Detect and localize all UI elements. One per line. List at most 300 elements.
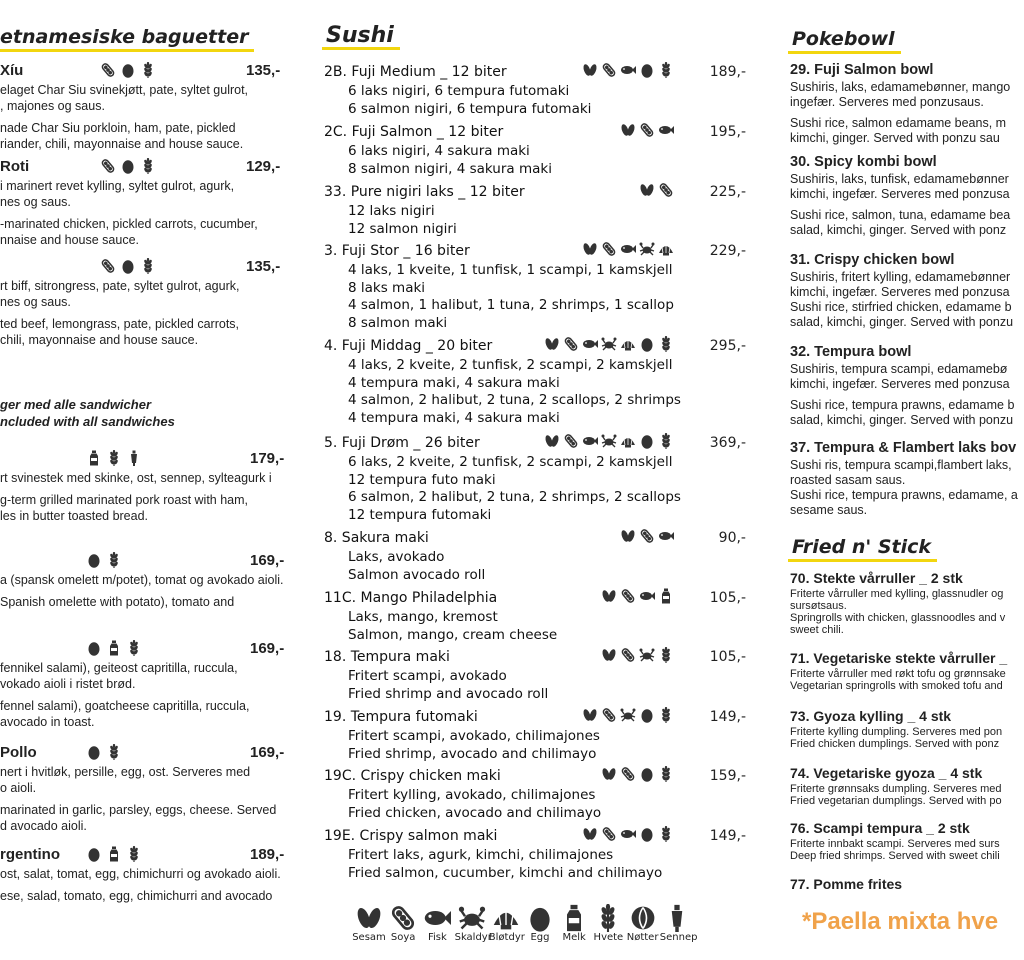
hvete-icon bbox=[106, 552, 122, 568]
allergen-icons bbox=[582, 241, 674, 257]
sushi-item bbox=[324, 649, 758, 703]
sushi-item bbox=[324, 124, 758, 178]
sesam-icon bbox=[582, 62, 598, 78]
soya-icon bbox=[601, 707, 617, 723]
item-name: 77. Pomme frites bbox=[790, 876, 903, 892]
item-description: Springrolls with chicken, glassnoodles and v bbox=[790, 612, 1006, 624]
allergen-icons bbox=[620, 122, 674, 138]
item-description: Sushi rice, tempura prawns, edamame, a bbox=[790, 488, 1018, 502]
item-price: 225,- bbox=[709, 184, 746, 200]
item-description: Sushi rice, stirfried chicken, edamame b bbox=[790, 300, 1012, 314]
item-price: 159,- bbox=[709, 768, 746, 784]
item-name: 30. Spicy kombi bowl bbox=[790, 154, 937, 170]
sesam-icon bbox=[620, 122, 636, 138]
item-description: kimchi, ingefær. Serveres med ponzusa bbox=[790, 285, 1010, 299]
item-name: 19. Tempura futomaki bbox=[324, 709, 478, 725]
skaldyr-icon bbox=[620, 707, 636, 723]
egg-icon bbox=[639, 62, 655, 78]
item-description: riander, chili, mayonnaise and house sauce. bbox=[0, 137, 244, 151]
item-description: chili, mayonnaise and house sauce. bbox=[0, 333, 199, 347]
skaldyr-icon bbox=[639, 241, 655, 257]
hvete-icon bbox=[658, 647, 674, 663]
item-price: 169,- bbox=[250, 744, 285, 761]
allergen-icons bbox=[601, 647, 674, 663]
item-name: 70. Stekte vårruller _ 2 stk bbox=[790, 570, 963, 586]
legend-item bbox=[557, 904, 591, 943]
fisk-icon bbox=[582, 433, 598, 449]
egg-icon bbox=[639, 336, 655, 352]
item-name: 31. Crispy chicken bowl bbox=[790, 252, 955, 268]
item-description: nert i hvitløk, persille, egg, ost. Serveres med bbox=[0, 765, 251, 779]
item-description: 6 laks nigiri, 4 sakura maki bbox=[348, 143, 530, 159]
item-name: 4. Fuji Middag _ 20 biter bbox=[324, 338, 493, 354]
item-name: 76. Scampi tempura _ 2 stk bbox=[790, 820, 970, 836]
fisk-icon bbox=[620, 241, 636, 257]
item-name: Xíu bbox=[0, 62, 24, 79]
melk-icon bbox=[86, 450, 102, 466]
item-price: 90,- bbox=[718, 530, 746, 546]
item-price: 135,- bbox=[246, 62, 281, 79]
item-name: 8. Sakura maki bbox=[324, 530, 429, 546]
item-description: Spanish omelette with potato), tomato and bbox=[0, 595, 235, 609]
sesam-icon bbox=[544, 433, 560, 449]
item-description: salad, kimchi, ginger. Served with ponzu bbox=[790, 413, 1014, 427]
allergen-icons bbox=[601, 588, 674, 604]
item-description: Laks, avokado bbox=[348, 549, 445, 565]
item-description: ted beef, lemongrass, pate, pickled carrots, bbox=[0, 317, 240, 331]
item-description: kimchi, ingefær. Serveres med ponzusa bbox=[790, 377, 1010, 391]
item-description: 8 salmon maki bbox=[348, 314, 448, 331]
fried-item bbox=[790, 650, 1024, 692]
item-price: 105,- bbox=[709, 649, 746, 665]
item-description: Salmon, mango, cream cheese bbox=[348, 626, 558, 643]
soya-icon bbox=[620, 588, 636, 604]
item-description: Sushiris, laks, edamamebønner, mango bbox=[790, 80, 1011, 94]
item-description: 4 tempura maki, 4 sakura maki bbox=[348, 409, 560, 426]
legend-label: Bløtdyr bbox=[488, 932, 525, 943]
item-name: 37. Tempura & Flambert laks bov bbox=[790, 440, 1017, 456]
item-name: 2C. Fuji Salmon _ 12 biter bbox=[324, 124, 504, 140]
item-description: ost, salat, tomat, egg, chimichurri og avokado aioli. bbox=[0, 867, 281, 881]
item-description: roasted sasam saus. bbox=[790, 473, 906, 487]
legend-item bbox=[420, 904, 454, 943]
pokebowl-item bbox=[790, 62, 1024, 146]
item-name: 18. Tempura maki bbox=[324, 649, 450, 665]
item-price: 169,- bbox=[250, 552, 285, 569]
soya-icon bbox=[100, 258, 116, 274]
item-name: 3. Fuji Stor _ 16 biter bbox=[324, 243, 470, 259]
item-description: kimchi, ingefær. Serveres med ponzusa bbox=[790, 187, 1010, 201]
sushi-item bbox=[324, 709, 758, 763]
item-description: 8 laks maki bbox=[348, 279, 426, 296]
skaldyr-icon bbox=[458, 904, 486, 932]
skaldyr-icon bbox=[601, 433, 617, 449]
item-name: Roti bbox=[0, 158, 30, 175]
item-description: Sushiris, fritert kylling, edamamebønner bbox=[790, 270, 1011, 284]
sesam-icon bbox=[582, 241, 598, 257]
fisk-icon bbox=[658, 528, 674, 544]
melk-icon bbox=[106, 846, 122, 862]
item-description: Fritert kylling, avokado, chilimajones bbox=[348, 787, 596, 803]
sesam-icon bbox=[639, 182, 655, 198]
hvete-icon bbox=[106, 744, 122, 760]
hvete-icon bbox=[126, 640, 142, 656]
item-description: 4 salmon, 2 halibut, 2 tuna, 2 scallops, 2 shrimps bbox=[348, 392, 681, 408]
allergen-icons bbox=[86, 846, 142, 862]
sesam-icon bbox=[582, 707, 598, 723]
item-price: 129,- bbox=[246, 158, 281, 175]
bloetdyr-icon bbox=[658, 241, 674, 257]
item-description: d avocado aioli. bbox=[0, 819, 87, 833]
legend-item bbox=[489, 904, 523, 943]
item-price: 135,- bbox=[246, 258, 281, 275]
sushi-item bbox=[324, 828, 758, 882]
note-line: ger med alle sandwicher bbox=[0, 397, 152, 412]
item-price: 105,- bbox=[709, 590, 746, 606]
menu-item bbox=[0, 640, 300, 730]
allergen-icons bbox=[100, 258, 156, 274]
item-description: Sushiris, laks, tunfisk, edamamebønner bbox=[790, 172, 1009, 186]
item-name: rgentino bbox=[0, 846, 60, 863]
item-description: Fritert scampi, avokado, chilimajones bbox=[348, 728, 600, 744]
menu-item bbox=[0, 62, 300, 152]
egg-icon bbox=[120, 158, 136, 174]
soya-icon bbox=[601, 241, 617, 257]
item-description: Sushiris, tempura scampi, edamamebø bbox=[790, 362, 1008, 376]
item-description: nes og saus. bbox=[0, 295, 71, 309]
legend-label: Skaldyr bbox=[454, 932, 492, 943]
item-description: 4 laks, 2 kveite, 2 tunfisk, 2 scampi, 2 kamskjell bbox=[348, 357, 673, 373]
sennep-icon bbox=[126, 450, 142, 466]
item-description: 6 laks, 2 kveite, 2 tunfisk, 2 scampi, 2 kamskjell bbox=[348, 454, 673, 470]
item-name: 32. Tempura bowl bbox=[790, 344, 912, 360]
item-description: Friterte grønnsaks dumpling. Serveres med bbox=[790, 783, 1002, 795]
sennep-icon bbox=[663, 904, 691, 932]
noetter-icon bbox=[629, 904, 657, 932]
legend-item bbox=[659, 904, 698, 943]
sushi-column bbox=[318, 0, 758, 960]
item-price: 149,- bbox=[709, 828, 746, 844]
item-description: rt svinestek med skinke, ost, sennep, sylteagurk i bbox=[0, 471, 272, 485]
menu-item bbox=[0, 258, 300, 348]
item-name: 19E. Crispy salmon maki bbox=[324, 828, 498, 844]
bloetdyr-icon bbox=[620, 336, 636, 352]
allergen-icons bbox=[100, 158, 156, 174]
sushi-item bbox=[324, 435, 758, 524]
melk-icon bbox=[106, 640, 122, 656]
fried-item bbox=[790, 820, 1024, 862]
item-description: Sushi rice, tempura prawns, edamame b bbox=[790, 398, 1015, 412]
item-description: Fritert laks, agurk, kimchi, chilimajones bbox=[348, 847, 614, 863]
sesam-icon bbox=[601, 766, 617, 782]
menu-item bbox=[0, 552, 300, 610]
fisk-icon bbox=[639, 588, 655, 604]
allergen-icons bbox=[86, 552, 122, 568]
fried-item bbox=[790, 876, 1024, 894]
egg-icon bbox=[86, 640, 102, 656]
allergen-icons bbox=[601, 766, 674, 782]
melk-icon bbox=[560, 904, 588, 932]
menu-item bbox=[0, 744, 300, 834]
item-description: 8 salmon nigiri, 4 sakura maki bbox=[348, 160, 552, 177]
item-description: ingefær. Serveres med ponzusaus. bbox=[790, 95, 984, 109]
item-description: 12 tempura futo maki bbox=[348, 471, 496, 488]
fried-item bbox=[790, 708, 1024, 750]
item-name: 2B. Fuji Medium _ 12 biter bbox=[324, 64, 507, 80]
item-description: Vegetarian springrolls with smoked tofu and bbox=[790, 680, 1003, 692]
item-description: Friterte innbakt scampi. Serveres med surs bbox=[790, 838, 1000, 850]
sandwich-note bbox=[0, 396, 300, 430]
egg-icon bbox=[526, 904, 554, 932]
soya-icon bbox=[563, 336, 579, 352]
item-description: les in butter toasted bread. bbox=[0, 509, 149, 523]
sesam-icon bbox=[601, 588, 617, 604]
item-description: 12 salmon nigiri bbox=[348, 220, 457, 237]
allergen-icons bbox=[86, 744, 122, 760]
legend-item bbox=[626, 904, 660, 943]
item-description: Friterte kylling dumpling. Serveres med pon bbox=[790, 726, 1003, 738]
item-description: Sushi rice, salmon, tuna, edamame bea bbox=[790, 208, 1011, 222]
item-description: 4 tempura maki, 4 sakura maki bbox=[348, 374, 560, 391]
sushi-item bbox=[324, 338, 758, 427]
hvete-icon bbox=[658, 62, 674, 78]
allergen-icons bbox=[582, 62, 674, 78]
item-name: 74. Vegetariske gyoza _ 4 stk bbox=[790, 765, 983, 781]
section-heading-fried: Fried n' Stick bbox=[788, 536, 937, 562]
egg-icon bbox=[86, 846, 102, 862]
hvete-icon bbox=[658, 766, 674, 782]
hvete-icon bbox=[658, 336, 674, 352]
item-description: Fried vegetarian dumplings. Served with po bbox=[790, 795, 1002, 807]
item-description: 6 salmon nigiri, 6 tempura futomaki bbox=[348, 100, 592, 117]
hvete-icon bbox=[658, 433, 674, 449]
allergen-icons bbox=[582, 826, 674, 842]
legend-label: Sennep bbox=[659, 932, 698, 943]
pokebowl-item bbox=[790, 344, 1024, 428]
hvete-icon bbox=[140, 158, 156, 174]
sesam-icon bbox=[582, 826, 598, 842]
item-description: 12 laks nigiri bbox=[348, 203, 435, 219]
menu-item bbox=[0, 158, 300, 248]
paella-banner: *Paella mixta hve bbox=[802, 908, 999, 935]
legend-label: Soya bbox=[390, 932, 416, 943]
legend-label: Egg bbox=[530, 932, 550, 943]
egg-icon bbox=[639, 433, 655, 449]
fisk-icon bbox=[582, 336, 598, 352]
item-description: -marinated chicken, pickled carrots, cucumber, bbox=[0, 217, 258, 231]
item-price: 189,- bbox=[709, 64, 746, 80]
fisk-icon bbox=[620, 62, 636, 78]
item-name: Pollo bbox=[0, 744, 37, 761]
egg-icon bbox=[120, 258, 136, 274]
soya-icon bbox=[620, 766, 636, 782]
item-name: 33. Pure nigiri laks _ 12 biter bbox=[324, 184, 525, 200]
fried-item bbox=[790, 765, 1024, 807]
fisk-icon bbox=[423, 904, 451, 932]
item-description: sursøtsaus. bbox=[790, 600, 847, 612]
item-price: 229,- bbox=[709, 243, 746, 259]
soya-icon bbox=[658, 182, 674, 198]
item-description: Friterte vårruller med kylling, glassnudler og bbox=[790, 588, 1004, 600]
item-price: 149,- bbox=[709, 709, 746, 725]
soya-icon bbox=[601, 62, 617, 78]
hvete-icon bbox=[594, 904, 622, 932]
pokebowl-item bbox=[790, 154, 1024, 238]
sushi-item bbox=[324, 590, 758, 644]
item-description: ese, salad, tomato, egg, chimichurri and avocado bbox=[0, 889, 273, 903]
item-description: Fried shrimp and avocado roll bbox=[348, 685, 549, 702]
egg-icon bbox=[86, 552, 102, 568]
hvete-icon bbox=[126, 846, 142, 862]
item-description: Laks, mango, kremost bbox=[348, 609, 498, 625]
hvete-icon bbox=[658, 707, 674, 723]
note-line: ncluded with all sandwiches bbox=[0, 414, 175, 429]
item-description: nade Char Siu porkloin, ham, pate, pickled bbox=[0, 121, 236, 135]
skaldyr-icon bbox=[601, 336, 617, 352]
item-description: Fried shrimp, avocado and chilimayo bbox=[348, 745, 597, 762]
item-description: Sushi ris, tempura scampi,flambert laks, bbox=[790, 458, 1012, 472]
soya-icon bbox=[620, 647, 636, 663]
allergen-icons bbox=[582, 707, 674, 723]
item-description: a (spansk omelett m/potet), tomat og avokado aioli. bbox=[0, 573, 284, 587]
egg-icon bbox=[639, 826, 655, 842]
item-name: 11C. Mango Philadelphia bbox=[324, 590, 498, 606]
item-description: i marinert revet kylling, syltet gulrot, agurk, bbox=[0, 179, 235, 193]
legend-label: Fisk bbox=[427, 932, 447, 943]
allergen-icons bbox=[86, 640, 142, 656]
item-description: g-term grilled marinated pork roast with ham, bbox=[0, 493, 249, 507]
egg-icon bbox=[120, 62, 136, 78]
menu-item bbox=[0, 450, 300, 524]
item-description: rt biff, sitrongress, pate, syltet gulrot, agurk, bbox=[0, 279, 240, 293]
item-description: Fried salmon, cucumber, kimchi and chilimayo bbox=[348, 864, 663, 881]
item-description: elaget Char Siu svinekjøtt, pate, syltet gulrot, bbox=[0, 83, 249, 97]
item-description: Salmon avocado roll bbox=[348, 566, 486, 583]
soya-icon bbox=[100, 62, 116, 78]
item-price: 189,- bbox=[250, 846, 285, 863]
legend-item bbox=[454, 904, 492, 943]
allergen-icons bbox=[639, 182, 674, 198]
item-description: avocado in toast. bbox=[0, 715, 95, 729]
soya-icon bbox=[100, 158, 116, 174]
legend-label: Sesam bbox=[352, 932, 386, 943]
bloetdyr-icon bbox=[492, 904, 520, 932]
item-name: 71. Vegetariske stekte vårruller _ bbox=[790, 650, 1008, 666]
item-description: nes og saus. bbox=[0, 195, 71, 209]
hvete-icon bbox=[140, 62, 156, 78]
item-description: marinated in garlic, parsley, eggs, cheese. Served bbox=[0, 803, 277, 817]
sesam-icon bbox=[355, 904, 383, 932]
sushi-item bbox=[324, 64, 758, 118]
item-description: nnaise and house sauce. bbox=[0, 233, 139, 247]
item-description: Friterte vårruller med røkt tofu og grønnsake bbox=[790, 668, 1006, 680]
menu-item bbox=[0, 846, 300, 904]
soya-icon bbox=[389, 904, 417, 932]
pokebowl-item bbox=[790, 252, 1024, 330]
item-description: vokado aioli i ristet brød. bbox=[0, 677, 136, 691]
soya-icon bbox=[563, 433, 579, 449]
item-description: Deep fried shrimps. Served with sweet chili bbox=[790, 850, 1000, 862]
allergen-icons bbox=[544, 336, 674, 352]
section-heading-sushi: Sushi bbox=[322, 24, 400, 50]
legend-label: Nøtter bbox=[626, 932, 659, 943]
poke-column bbox=[786, 0, 1024, 960]
item-description: Fritert scampi, avokado bbox=[348, 668, 507, 684]
legend-item bbox=[352, 904, 386, 943]
skaldyr-icon bbox=[639, 647, 655, 663]
legend-item bbox=[523, 904, 557, 943]
item-price: 179,- bbox=[250, 450, 285, 467]
item-description: salad, kimchi, ginger. Served with ponzu bbox=[790, 315, 1014, 329]
sesam-icon bbox=[544, 336, 560, 352]
item-description: fennikel salami), geiteost capritilla, ruccula, bbox=[0, 661, 238, 675]
item-name: 19C. Crispy chicken maki bbox=[324, 768, 501, 784]
item-price: 195,- bbox=[709, 124, 746, 140]
fisk-icon bbox=[658, 122, 674, 138]
sushi-item bbox=[324, 530, 758, 584]
item-description: 12 tempura futomaki bbox=[348, 506, 492, 523]
allergen-icons bbox=[86, 450, 142, 466]
egg-icon bbox=[639, 766, 655, 782]
soya-icon bbox=[639, 122, 655, 138]
bloetdyr-icon bbox=[620, 433, 636, 449]
item-price: 169,- bbox=[250, 640, 285, 657]
sushi-item bbox=[324, 768, 758, 822]
legend-item bbox=[591, 904, 625, 943]
sesam-icon bbox=[601, 647, 617, 663]
hvete-icon bbox=[140, 258, 156, 274]
legend-item bbox=[386, 904, 420, 943]
sushi-item bbox=[324, 243, 758, 332]
item-name: 5. Fuji Drøm _ 26 biter bbox=[324, 435, 480, 451]
egg-icon bbox=[86, 744, 102, 760]
section-heading-baguettes: etnamesiske baguetter bbox=[0, 26, 254, 52]
item-description: sesame saus. bbox=[790, 503, 868, 517]
item-description: sweet chili. bbox=[790, 624, 844, 636]
item-description: 4 laks, 1 kveite, 1 tunfisk, 1 scampi, 1 kamskjell bbox=[348, 262, 673, 278]
melk-icon bbox=[658, 588, 674, 604]
allergen-icons bbox=[544, 433, 674, 449]
legend-label: Hvete bbox=[593, 932, 624, 943]
fried-item bbox=[790, 570, 1024, 636]
item-description: , majones og saus. bbox=[0, 99, 105, 113]
item-name: 73. Gyoza kylling _ 4 stk bbox=[790, 708, 952, 724]
item-description: 4 salmon, 1 halibut, 1 tuna, 2 shrimps, 1 scallop bbox=[348, 297, 674, 313]
pokebowl-item bbox=[790, 440, 1024, 518]
item-price: 295,- bbox=[709, 338, 746, 354]
item-description: fennel salami), goatcheese capritilla, ruccula, bbox=[0, 699, 250, 713]
item-name: 29. Fuji Salmon bowl bbox=[790, 62, 934, 78]
item-description: Fried chicken dumplings. Served with ponz bbox=[790, 738, 1000, 750]
soya-icon bbox=[639, 528, 655, 544]
legend-label: Melk bbox=[562, 932, 586, 943]
item-description: 6 laks nigiri, 6 tempura futomaki bbox=[348, 83, 570, 99]
egg-icon bbox=[639, 707, 655, 723]
allergen-icons bbox=[100, 62, 156, 78]
baguette-column bbox=[0, 0, 300, 960]
hvete-icon bbox=[658, 826, 674, 842]
allergen-icons bbox=[620, 528, 674, 544]
fisk-icon bbox=[620, 826, 636, 842]
hvete-icon bbox=[106, 450, 122, 466]
item-description: Fried chicken, avocado and chilimayo bbox=[348, 804, 602, 821]
item-description: 6 salmon, 2 halibut, 2 tuna, 2 shrimps, 2 scallops bbox=[348, 489, 681, 505]
soya-icon bbox=[601, 826, 617, 842]
item-description: Sushi rice, salmon edamame beans, m bbox=[790, 116, 1007, 130]
item-price: 369,- bbox=[709, 435, 746, 451]
item-description: o aioli. bbox=[0, 781, 37, 795]
sesam-icon bbox=[620, 528, 636, 544]
